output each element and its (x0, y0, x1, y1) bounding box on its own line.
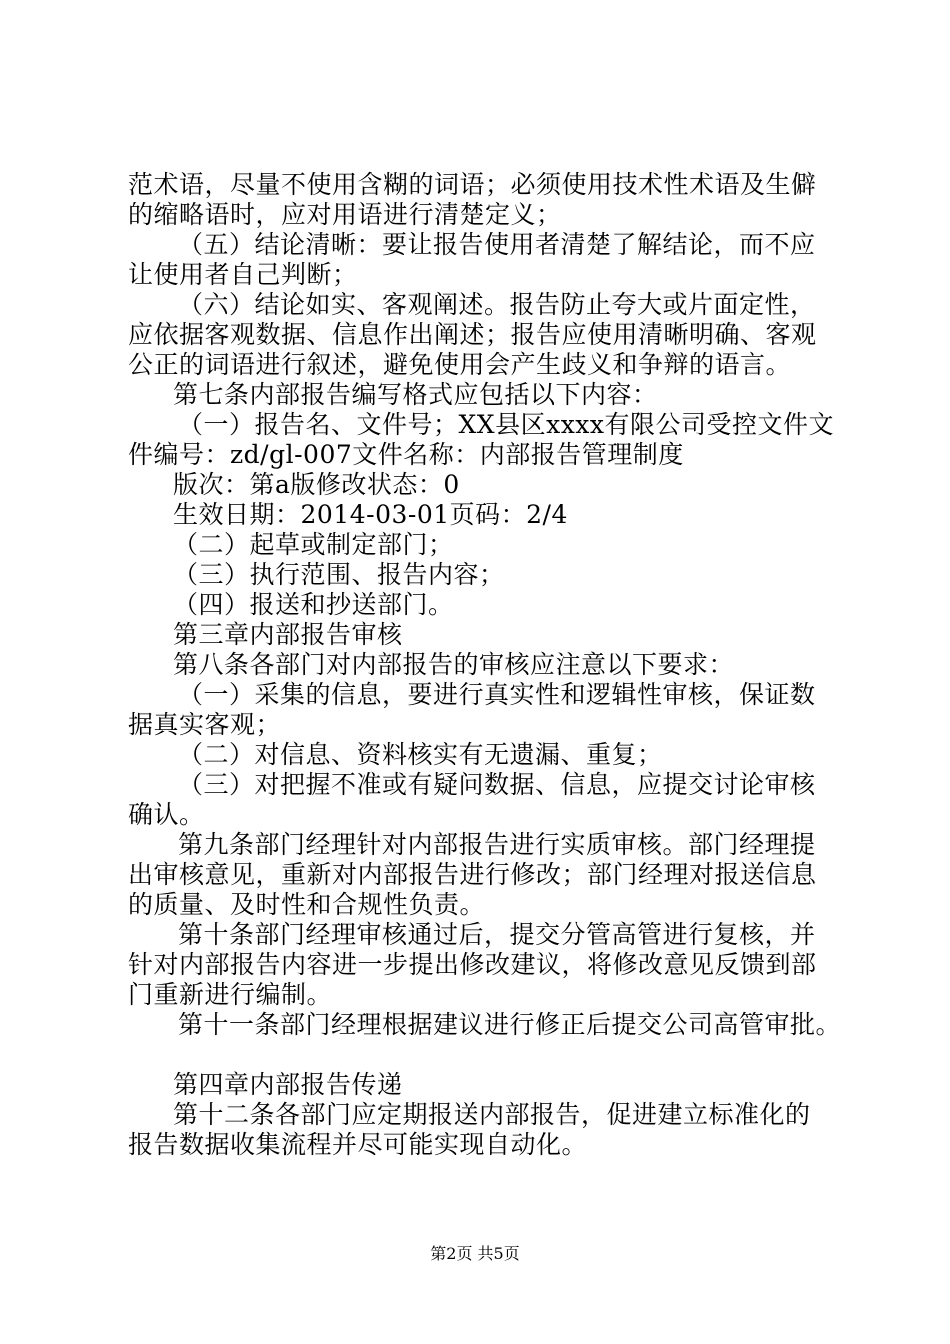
body-line: 出审核意见，重新对内部报告进行修改；部门经理对报送信息 (128, 860, 817, 889)
body-line: 让使用者自己判断； (128, 260, 358, 289)
chapter-heading: 第四章内部报告传递 (173, 1070, 403, 1099)
body-line: （五）结论清晰：要让报告使用者清楚了解结论，而不应 (178, 230, 816, 259)
page-number-footer: 第2页 共5页 (430, 1244, 520, 1263)
body-line: 的缩略语时，应对用语进行清楚定义； (128, 200, 562, 229)
article-heading: 第八条各部门对内部报告的审核应注意以下要求： (173, 650, 735, 679)
body-line: （一）报告名、文件号；XX县区xxxx有限公司受控文件文 (178, 410, 834, 439)
body-line: （二）对信息、资料核实有无遗漏、重复； (178, 740, 663, 769)
body-line: 的质量、及时性和合规性负责。 (128, 890, 486, 919)
article-heading: 第十二条各部门应定期报送内部报告，促进建立标准化的 (173, 1100, 811, 1129)
body-line: 门重新进行编制。 (128, 980, 333, 1009)
body-line: 第九条部门经理针对内部报告进行实质审核。部门经理提 (178, 830, 816, 859)
body-line: 件编号：zd/gl-007文件名称：内部报告管理制度 (128, 440, 684, 469)
body-line: （一）采集的信息，要进行真实性和逻辑性审核，保证数 (178, 680, 816, 709)
body-line: 范术语，尽量不使用含糊的词语；必须使用技术性术语及生僻 (128, 170, 817, 199)
chapter-heading: 第三章内部报告审核 (173, 620, 403, 649)
body-line: （四）报送和抄送部门。 (173, 590, 454, 619)
body-line: 应依据客观数据、信息作出阐述；报告应使用清晰明确、客观 (128, 320, 817, 349)
body-line: 生效日期：2014-03-01页码：2/4 (173, 500, 568, 529)
body-line: 针对内部报告内容进一步提出修改建议，将修改意见反馈到部 (128, 950, 817, 979)
document-body (128, 170, 840, 1160)
body-line: 版次：第a版修改状态：0 (173, 470, 460, 499)
paragraph-gap (128, 1040, 840, 1070)
body-line: 据真实客观； (128, 710, 282, 739)
body-line: （六）结论如实、客观阐述。报告防止夸大或片面定性， (178, 290, 816, 319)
body-line: 报告数据收集流程并尽可能实现自动化。 (128, 1130, 588, 1159)
body-line: 确认。 (128, 800, 205, 829)
body-line: 公正的词语进行叙述，避免使用会产生歧义和争辩的语言。 (128, 350, 792, 379)
body-line: 第十条部门经理审核通过后，提交分管高管进行复核，并 (178, 920, 816, 949)
article-heading: 第七条内部报告编写格式应包括以下内容： (173, 380, 658, 409)
body-line: 第十一条部门经理根据建议进行修正后提交公司高管审批。 (178, 1010, 842, 1039)
body-line: （三）对把握不准或有疑问数据、信息，应提交讨论审核 (178, 770, 816, 799)
body-line: （二）起草或制定部门； (173, 530, 454, 559)
body-line: （三）执行范围、报告内容； (173, 560, 505, 589)
